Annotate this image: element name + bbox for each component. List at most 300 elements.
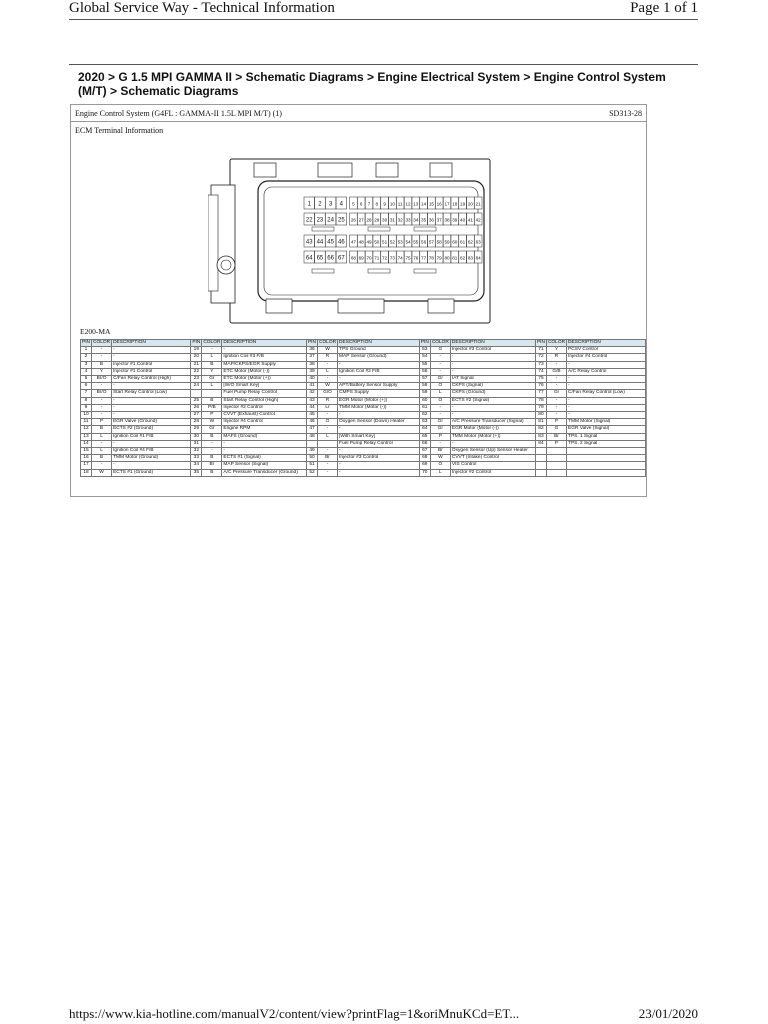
wire-color-cell: Br: [202, 462, 222, 469]
page-header-title: Global Service Way - Technical Information: [69, 0, 335, 16]
pin-table-header-cell: DESCRIPTION: [450, 340, 535, 347]
connector-pin-number: 28: [366, 217, 372, 223]
pin-number-cell: 49: [306, 448, 317, 455]
connector-pin-number: 12: [405, 201, 411, 207]
document-code: SD313-28: [609, 109, 642, 118]
wire-color-cell: P: [546, 440, 566, 447]
pin-description-cell: Injector #3 Control: [338, 455, 420, 462]
wire-color-cell: Br: [546, 433, 566, 440]
connector-pin-number: 80: [444, 255, 450, 261]
pin-number-cell: 23: [191, 376, 202, 383]
pin-number-cell: 70: [419, 469, 430, 476]
pin-number-cell: 15: [81, 448, 92, 455]
connector-pin-number: 1: [307, 201, 311, 208]
breadcrumb-top-rule: [69, 64, 698, 65]
pin-description-cell: -: [450, 440, 535, 447]
wire-color-cell: [546, 448, 566, 455]
connector-pin-number: 20: [467, 201, 473, 207]
connector-pin-number: 34: [413, 217, 419, 223]
wire-color-cell: -: [430, 412, 450, 419]
wire-color-cell: P: [546, 419, 566, 426]
pin-number-cell: 22: [191, 368, 202, 375]
pin-description-cell: [567, 462, 646, 469]
wire-color-cell: -: [546, 397, 566, 404]
table-row: [81, 440, 646, 447]
pin-table-header-cell: DESCRIPTION: [112, 340, 191, 347]
pin-number-cell: 46: [306, 419, 317, 426]
pin-description-cell: EGR Motor (Motor (-)): [450, 426, 535, 433]
pin-description-cell: -: [567, 361, 646, 368]
connector-key-slot: [414, 269, 436, 273]
pin-number-cell: 18: [81, 469, 92, 476]
wire-color-cell: O: [317, 419, 337, 426]
pin-description-cell: -: [338, 376, 420, 383]
pin-description-cell: -: [338, 469, 420, 476]
wire-color-cell: -: [92, 404, 112, 411]
connector-pin-number: 77: [421, 255, 427, 261]
pin-number-cell: 44: [306, 404, 317, 411]
pin-description-cell: CMPS Supply: [338, 390, 420, 397]
connector-pin-number: 2: [318, 201, 322, 208]
wire-color-cell: [317, 440, 337, 447]
connector-pin-number: 57: [428, 239, 434, 245]
pin-number-cell: 12: [81, 426, 92, 433]
pin-description-cell: -: [567, 383, 646, 390]
connector-pin-number: 26: [350, 217, 356, 223]
wire-color-cell: L: [430, 469, 450, 476]
table-row: [81, 419, 646, 426]
pin-number-cell: [535, 469, 546, 476]
pin-table-header: [81, 340, 646, 347]
pin-number-cell: 50: [306, 455, 317, 462]
wire-color-cell: -: [317, 376, 337, 383]
table-row: [81, 469, 646, 476]
wire-color-cell: Br: [430, 448, 450, 455]
wire-color-cell: W: [202, 419, 222, 426]
wire-color-cell: Gr: [546, 390, 566, 397]
connector-pin-number: 75: [405, 255, 411, 261]
pin-description-cell: Injector #1 Control: [112, 361, 191, 368]
connector-pin-number: 56: [421, 239, 427, 245]
table-row: [81, 433, 646, 440]
wire-color-cell: -: [92, 412, 112, 419]
wire-color-cell: -: [430, 440, 450, 447]
pin-description-cell: Ignition Coil #2 F/B: [338, 368, 420, 375]
connector-pin-number: 38: [444, 217, 450, 223]
pin-description-cell: -: [112, 397, 191, 404]
connector-pin-grid: [304, 197, 482, 273]
connector-key-slot: [368, 269, 390, 273]
pin-number-cell: 69: [419, 462, 430, 469]
pin-number-cell: 41: [306, 383, 317, 390]
connector-pin-number: 51: [382, 239, 388, 245]
pin-number-cell: 56: [419, 368, 430, 375]
document-header: [71, 105, 646, 122]
pin-description-cell: TPS. 2 Signal: [567, 440, 646, 447]
pin-description-cell: -: [567, 412, 646, 419]
wire-color-cell: L: [317, 433, 337, 440]
pin-table-header-cell: DESCRIPTION: [567, 340, 646, 347]
wire-color-cell: O: [430, 397, 450, 404]
pin-number-cell: 8: [81, 397, 92, 404]
wire-color-cell: Br: [317, 455, 337, 462]
table-row: [81, 383, 646, 390]
pin-description-cell: Injector #2 Control: [450, 469, 535, 476]
pin-description-cell: TMM Motor (Motor (-)): [338, 404, 420, 411]
connector-pin-number: 79: [436, 255, 442, 261]
pin-table-header-cell: COLOR: [547, 340, 566, 345]
wire-color-cell: L: [92, 433, 112, 440]
wire-color-cell: P: [430, 433, 450, 440]
footer-url: https://www.kia-hotline.com/manualV2/content/view?printFlag=1&oriMnuKCd=ET...: [69, 1006, 520, 1021]
connector-pin-number: 21: [475, 201, 481, 207]
pin-description-cell: Ignition Coil #3 F/B: [222, 354, 307, 361]
connector-pin-number: 44: [316, 239, 324, 246]
pin-description-cell: [With Smart Key]: [338, 433, 420, 440]
connector-pin-number: 36: [428, 217, 434, 223]
pin-number-cell: 13: [81, 433, 92, 440]
connector-pin-number: 19: [460, 201, 466, 207]
pin-number-cell: 66: [419, 440, 430, 447]
pin-description-cell: -: [450, 412, 535, 419]
wire-color-cell: Gr: [430, 426, 450, 433]
pin-number-cell: 19: [191, 347, 202, 354]
pin-number-cell: 26: [191, 404, 202, 411]
wire-color-cell: G/O: [317, 390, 337, 397]
wire-color-cell: O: [430, 383, 450, 390]
connector-pin-number: 40: [460, 217, 466, 223]
pin-number-cell: 35: [191, 469, 202, 476]
pin-description-cell: -: [567, 376, 646, 383]
pin-description-cell: TPS. 1 Signal: [567, 433, 646, 440]
pin-description-cell: A/C Relay Control: [567, 368, 646, 375]
connector-pin-number: 35: [421, 217, 427, 223]
connector-pin-number: 43: [305, 239, 313, 246]
connector-pin-number: 52: [389, 239, 395, 245]
wire-color-cell: W: [430, 455, 450, 462]
wire-color-cell: Y: [92, 368, 112, 375]
connector-pin-number: 73: [389, 255, 395, 261]
connector-key-slot: [414, 227, 436, 231]
pin-description-cell: VIS Control: [450, 462, 535, 469]
pin-number-cell: 33: [191, 455, 202, 462]
connector-pin-number: 23: [316, 217, 324, 224]
connector-pin-number: 4: [339, 201, 344, 208]
connector-pin-number: 27: [358, 217, 364, 223]
pin-description-cell: Start Relay Control (Low): [112, 390, 191, 397]
pin-number-cell: 40: [306, 376, 317, 383]
table-row: [81, 390, 646, 397]
pin-number-cell: [306, 440, 317, 447]
pin-number-cell: 55: [419, 361, 430, 368]
wire-color-cell: P: [202, 412, 222, 419]
pin-description-cell: Oxygen Sensor (Down) Heater: [338, 419, 420, 426]
pin-number-cell: 29: [191, 426, 202, 433]
pin-number-cell: 82: [535, 426, 546, 433]
pin-description-cell: Injector #3 Control: [450, 347, 535, 354]
pin-description-cell: Oxygen Sensor (Up) Sensor Heater: [450, 448, 535, 455]
pin-description-cell: Ignition Coil #1 F/B: [112, 433, 191, 440]
wire-color-cell: -: [202, 440, 222, 447]
wire-color-cell: Y: [546, 347, 566, 354]
pin-description-cell: [W/O Smart Key]: [222, 383, 307, 390]
pin-description-cell: Injector #4 Control: [567, 354, 646, 361]
connector-pin-number: 82: [460, 255, 466, 261]
pin-description-cell: -: [222, 347, 307, 354]
pin-number-cell: [535, 455, 546, 462]
wire-color-cell: -: [202, 448, 222, 455]
wire-color-cell: -: [92, 462, 112, 469]
connector-pin-number: 31: [389, 217, 395, 223]
pin-number-cell: 27: [191, 412, 202, 419]
pin-number-cell: 16: [81, 455, 92, 462]
connector-pin-number: 71: [374, 255, 380, 261]
pin-number-cell: 81: [535, 419, 546, 426]
connector-pin-number: 46: [338, 239, 345, 246]
connector-pin-number: 16: [436, 201, 442, 207]
wire-color-cell: [546, 462, 566, 469]
wire-color-cell: B: [202, 469, 222, 476]
wire-color-cell: Gr: [430, 376, 450, 383]
pin-number-cell: 47: [306, 426, 317, 433]
wire-color-cell: R: [546, 354, 566, 361]
pin-description-cell: TMM Motor (Signal): [567, 419, 646, 426]
pin-description-cell: MAP Sensor (Ground): [338, 354, 420, 361]
connector-pin-number: 66: [327, 255, 334, 262]
pin-description-cell: -: [338, 448, 420, 455]
pin-table-header-cell: COLOR: [203, 340, 221, 345]
wire-color-cell: -: [546, 404, 566, 411]
page-number: Page 1 of 1: [630, 0, 698, 16]
connector-pin-number: 72: [382, 255, 388, 261]
connector-pin-number: 10: [389, 201, 395, 207]
pin-number-cell: 73: [535, 361, 546, 368]
pin-description-cell: -: [112, 404, 191, 411]
pin-number-cell: 17: [81, 462, 92, 469]
wire-color-cell: -: [317, 469, 337, 476]
pin-number-cell: 77: [535, 390, 546, 397]
pin-number-cell: 28: [191, 419, 202, 426]
pin-number-cell: 54: [419, 354, 430, 361]
pin-number-cell: 48: [306, 433, 317, 440]
connector-pin-number: 32: [397, 217, 403, 223]
pin-description-cell: Start Relay Control (High): [222, 397, 307, 404]
connector-pin-number: 3: [328, 201, 333, 208]
table-row: [81, 455, 646, 462]
pin-number-cell: 34: [191, 462, 202, 469]
pin-number-cell: 84: [535, 440, 546, 447]
connector-pin-number: 17: [444, 201, 450, 207]
pin-number-cell: 64: [419, 426, 430, 433]
connector-pin-number: 49: [366, 239, 372, 245]
pin-number-cell: 62: [419, 412, 430, 419]
connector-pin-number: 81: [452, 255, 458, 261]
wire-color-cell: [202, 390, 222, 397]
connector-pin-number: 29: [374, 217, 380, 223]
pin-number-cell: 2: [81, 354, 92, 361]
pin-table-header-cell: COLOR: [318, 340, 337, 345]
pin-number-cell: 57: [419, 376, 430, 383]
connector-pin-number: 58: [436, 239, 442, 245]
wire-color-cell: -: [92, 397, 112, 404]
wire-color-cell: R: [317, 354, 337, 361]
pin-description-cell: A/C Pressure Transducer (Signal): [450, 419, 535, 426]
pin-description-cell: -: [450, 361, 535, 368]
pin-number-cell: 58: [419, 383, 430, 390]
connector-pin-number: 41: [467, 217, 473, 223]
table-row: [81, 448, 646, 455]
pin-number-cell: 80: [535, 412, 546, 419]
wire-color-cell: P: [92, 419, 112, 426]
table-row: [81, 462, 646, 469]
table-row: [81, 361, 646, 368]
connector-pin-number: 15: [428, 201, 434, 207]
pin-description-cell: IAT Signal: [450, 376, 535, 383]
pin-table-header-cell: DESCRIPTION: [222, 340, 307, 347]
pin-description-cell: -: [112, 462, 191, 469]
connector-pin-number: 62: [467, 239, 473, 245]
connector-pin-number: 84: [475, 255, 481, 261]
pin-number-cell: [191, 390, 202, 397]
table-row: [81, 347, 646, 354]
pin-number-cell: 60: [419, 397, 430, 404]
wire-color-cell: -: [546, 383, 566, 390]
pin-description-cell: MAFS (Ground): [222, 433, 307, 440]
connector-pin-number: 69: [358, 255, 364, 261]
pin-number-cell: 74: [535, 368, 546, 375]
connector-pin-number: 9: [383, 201, 386, 207]
pin-description-cell: -: [222, 448, 307, 455]
wire-color-cell: P/B: [202, 404, 222, 411]
pin-number-cell: 61: [419, 404, 430, 411]
pin-description-cell: -: [222, 440, 307, 447]
wire-color-cell: B: [92, 426, 112, 433]
pin-description-cell: -: [567, 404, 646, 411]
wire-color-cell: G: [430, 347, 450, 354]
pin-number-cell: 14: [81, 440, 92, 447]
connector-pin-number: 45: [327, 239, 334, 246]
wire-color-cell: -: [430, 354, 450, 361]
wire-color-cell: W: [317, 347, 337, 354]
pin-table-header-cell: COLOR: [431, 340, 449, 345]
wire-color-cell: -: [317, 426, 337, 433]
pin-number-cell: 65: [419, 433, 430, 440]
pin-description-cell: -: [450, 368, 535, 375]
pin-description-cell: [567, 455, 646, 462]
pin-description-cell: -: [338, 412, 420, 419]
connector-pin-number: 59: [444, 239, 450, 245]
pin-description-cell: EGR Valve (Ground): [112, 419, 191, 426]
wire-color-cell: -: [430, 368, 450, 375]
pin-description-cell: Injector #4 Control: [222, 419, 307, 426]
pin-number-cell: [535, 462, 546, 469]
wire-color-cell: G: [546, 426, 566, 433]
pin-description-cell: Injector #1 Control: [112, 368, 191, 375]
connector-pin-number: 55: [413, 239, 419, 245]
connector-key-slot: [312, 227, 334, 231]
pin-number-cell: 75: [535, 376, 546, 383]
pin-number-cell: 45: [306, 412, 317, 419]
connector-pin-number: 39: [452, 217, 458, 223]
connector-pin-number: 64: [305, 255, 313, 262]
pin-number-cell: 72: [535, 354, 546, 361]
pin-description-cell: Engine RPM: [222, 426, 307, 433]
pin-description-cell: -: [450, 404, 535, 411]
pin-number-cell: 39: [306, 368, 317, 375]
pin-description-cell: [567, 469, 646, 476]
connector-pin-number: 54: [405, 239, 411, 245]
connector-pin-number: 5: [352, 201, 355, 207]
pin-number-cell: 43: [306, 397, 317, 404]
footer-date: 23/01/2020: [638, 1006, 698, 1021]
connector-pin-number: 76: [413, 255, 419, 261]
pin-number-cell: 79: [535, 404, 546, 411]
pin-description-cell: C/Fan Relay Control (Low): [567, 390, 646, 397]
pin-description-cell: ECTS #1 (Signal): [222, 455, 307, 462]
connector-pin-number: 70: [366, 255, 372, 261]
wire-color-cell: -: [546, 376, 566, 383]
pin-description-cell: CVVT (Intake) Control: [450, 455, 535, 462]
schematic-document: [70, 104, 647, 497]
wire-color-cell: B: [202, 455, 222, 462]
wire-color-cell: R: [317, 397, 337, 404]
connector-pin-number: 53: [397, 239, 403, 245]
pin-number-cell: 68: [419, 455, 430, 462]
pin-table-header-cell: COLOR: [93, 340, 111, 345]
wire-color-cell: -: [546, 412, 566, 419]
pin-number-cell: 78: [535, 397, 546, 404]
pin-number-cell: 24: [191, 383, 202, 390]
pin-description-cell: CVVT (Exhaust) Control: [222, 412, 307, 419]
pin-description-cell: -: [112, 347, 191, 354]
connector-pin-number: 48: [358, 239, 364, 245]
wire-color-cell: -: [92, 347, 112, 354]
connector-pin-number: 67: [338, 255, 345, 262]
pin-number-cell: 42: [306, 390, 317, 397]
wire-color-cell: [546, 469, 566, 476]
connector-pin-number: 42: [475, 217, 481, 223]
connector-pin-number: 61: [460, 239, 466, 245]
document-title: Engine Control System (G4FL : GAMMA-II 1.5L MPI M/T) (1): [75, 109, 282, 118]
wire-color-cell: -: [317, 361, 337, 368]
wire-color-cell: B: [92, 361, 112, 368]
pin-description-cell: CKPS (Ground): [450, 390, 535, 397]
connector-pin-number: 14: [421, 201, 427, 207]
wire-color-cell: -: [92, 383, 112, 390]
wire-color-cell: -: [317, 412, 337, 419]
pin-number-cell: 20: [191, 354, 202, 361]
connector-key-slot: [368, 227, 390, 231]
connector-pin-number: 8: [375, 201, 379, 207]
pin-number-cell: 4: [81, 368, 92, 375]
connector-pin-number: 83: [467, 255, 473, 261]
wire-color-cell: B: [202, 361, 222, 368]
pin-number-cell: 32: [191, 448, 202, 455]
connector-pin-number: 25: [338, 217, 345, 224]
wire-color-cell: -: [202, 347, 222, 354]
wire-color-cell: -: [546, 361, 566, 368]
connector-pin-number: 22: [305, 217, 313, 224]
table-row: [81, 412, 646, 419]
wire-color-cell: B: [202, 433, 222, 440]
wire-color-cell: Gr: [202, 426, 222, 433]
wire-color-cell: Y: [202, 368, 222, 375]
pin-number-cell: 76: [535, 383, 546, 390]
wire-color-cell: -: [317, 448, 337, 455]
pin-number-cell: 53: [419, 347, 430, 354]
connector-pin-number: 63: [475, 239, 481, 245]
pin-number-cell: 67: [419, 448, 430, 455]
